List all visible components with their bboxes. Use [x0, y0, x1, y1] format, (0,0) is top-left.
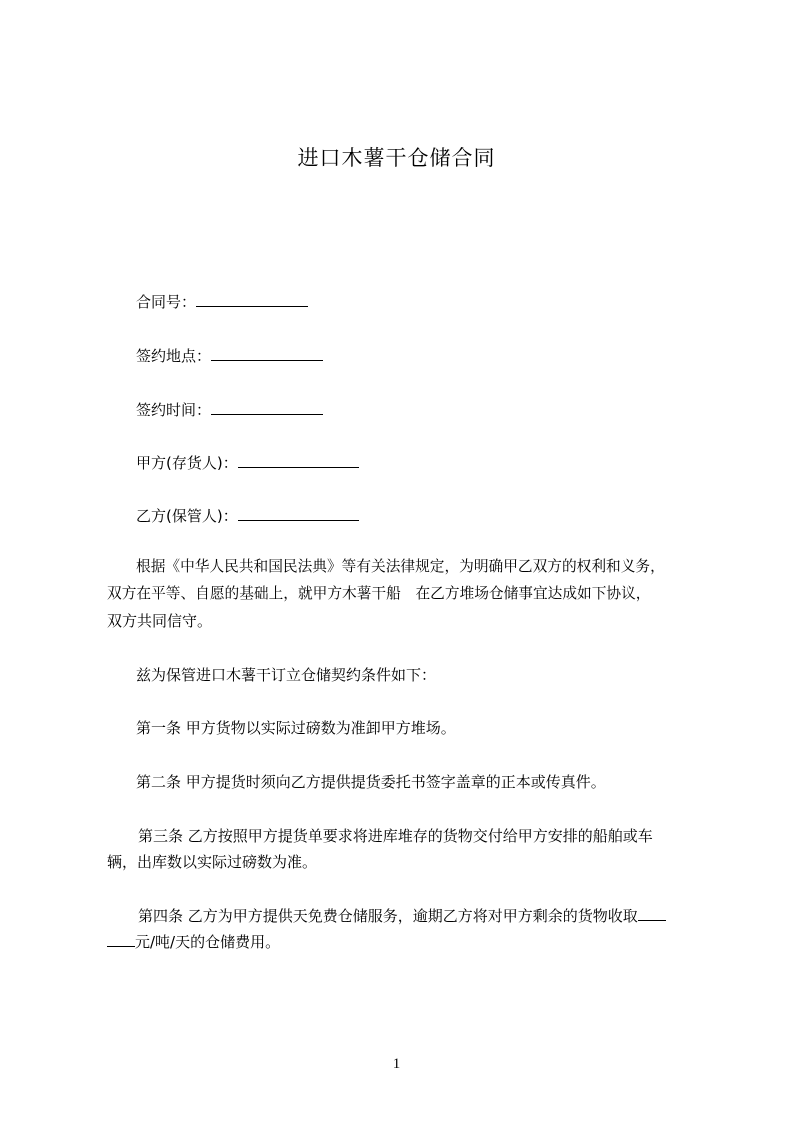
sign-place-field	[136, 346, 323, 366]
article-2: 第二条 甲方提货时须向乙方提供提货委托书签字盖章的正本或传真件。	[136, 773, 606, 791]
contract-number-field	[136, 292, 308, 312]
party-b-label: 乙方(保管人)：	[136, 507, 238, 525]
storage-fee-blank-1	[638, 906, 666, 921]
page-number: 1	[392, 1056, 401, 1072]
article-4-line-2	[107, 932, 280, 952]
article-4-line-1	[138, 906, 666, 926]
sign-place-blank	[211, 346, 323, 361]
sign-time-blank	[211, 400, 323, 415]
article-1: 第一条 甲方货物以实际过磅数为准卸甲方堆场。	[136, 719, 456, 737]
article-4-unit-text: 元/吨/天的仓储费用。	[135, 933, 281, 951]
storage-fee-blank-2	[107, 932, 135, 947]
preamble-line-3: 双方共同信守。	[107, 612, 213, 630]
party-a-label: 甲方(存货人)：	[136, 454, 238, 472]
article-4-text: 第四条 乙方为甲方提供天免费仓储服务，逾期乙方将对甲方剩余的货物收取	[138, 907, 638, 925]
party-a-field	[136, 453, 359, 473]
contract-number-blank	[196, 292, 308, 307]
party-a-blank	[238, 453, 359, 468]
sign-time-label: 签约时间：	[136, 401, 212, 419]
articles-intro: 兹为保管进口木薯干订立仓储契约条件如下：	[136, 666, 437, 684]
party-b-field	[136, 506, 359, 526]
party-b-blank	[238, 506, 359, 521]
contract-number-label: 合同号：	[136, 293, 197, 311]
preamble-line-2: 双方在平等、自愿的基础上，就甲方木薯干船 在乙方堆场仓储事宜达成如下协议，	[107, 585, 651, 602]
preamble-line-1: 根据《中华人民共和国民法典》等有关法律规定，为明确甲乙双方的权利和义务，	[136, 558, 665, 575]
sign-place-label: 签约地点：	[136, 347, 212, 365]
article-3-line-2: 辆，出库数以实际过磅数为准。	[107, 853, 318, 871]
sign-time-field	[136, 400, 323, 420]
article-3-line-1: 第三条 乙方按照甲方提货单要求将进库堆存的货物交付给甲方安排的船舶或车	[138, 827, 653, 845]
document-title: 进口木薯干仓储合同	[297, 146, 496, 170]
